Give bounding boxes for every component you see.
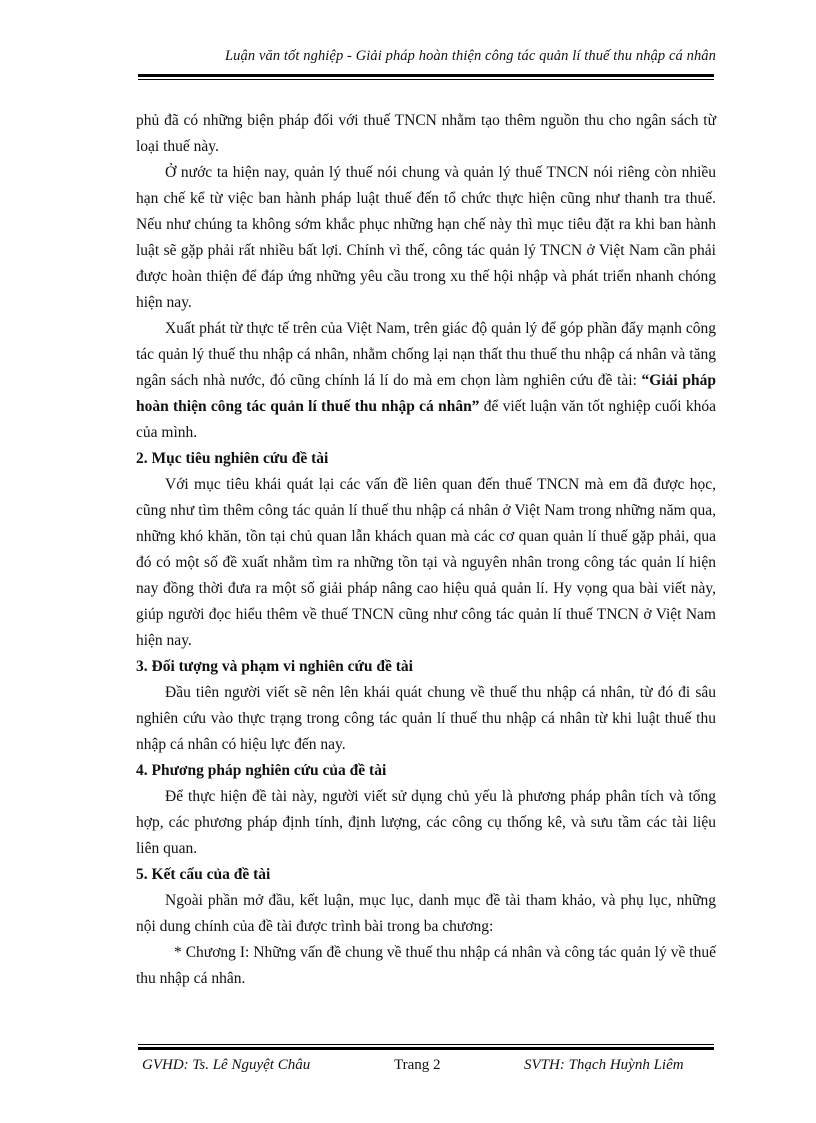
paragraph: Ngoài phần mở đầu, kết luận, mục lục, danh mục đề tài tham khảo, và phụ lục, những nội dung chính của đề tài được trình bài trong ba chương:: [136, 892, 716, 935]
section-heading-5: 5. Kết cấu của đề tài: [136, 866, 271, 883]
footer-student: SVTH: Thạch Huỳnh Liêm: [524, 1057, 684, 1073]
paragraph: Ở nước ta hiện nay, quản lý thuế nói chung và quản lý thuế TNCN nói riêng còn nhiều hạn chế kể từ việc ban hành pháp luật thuế đến tổ chức thực hiện cũng như thanh tra thuế. Nếu như chúng ta không sớm khắc phục những hạn chế này thì mục tiêu đặt ra khi ban hành luật sẽ gặp phải rất nhiều bất lợi. Chính vì thế, công tác quản lý TNCN ở Việt Nam cần phải được hoàn thiện để đáp ứng những yêu cầu trong xu thế hội nhập và phát triển nhanh chóng hiện nay.: [136, 164, 716, 311]
thesis-title: “Giải pháp hoàn thiện công tác quản lí thuế thu nhập cá nhân”: [136, 372, 717, 415]
paragraph-text: để viết luận văn tốt nghiệp cuối khóa của mình.: [136, 398, 716, 441]
paragraph: Với mục tiêu khái quát lại các vấn đề liên quan đến thuế TNCN mà em đã được học, cũng như tìm thêm công tác quản lí thuế thu nhập cá nhân ở Việt Nam trong những năm qua, những khó khăn, tồn tại chủ quan lẫn khách quan mà các cơ quan quản lí thuế gặp phải, qua đó có một số đề xuất nhằm tìm ra những tồn tại và nguyên nhân trong công tác quản lí hiện nay đồng thời đưa ra một số giải pháp nâng cao hiệu quả quản lí. Hy vọng qua bài viết này, giúp người đọc hiểu thêm về thuế TNCN cũng như công tác quản lí thuế TNCN ở Việt Nam hiện nay.: [136, 476, 716, 649]
paragraph: Đầu tiên người viết sẽ nên lên khái quát chung về thuế thu nhập cá nhân, từ đó đi sâu nghiên cứu vào thực trạng trong công tác quản lí thuế thu nhập cá nhân từ khi luật thuế thu nhập cá nhân có hiệu lực đến nay.: [136, 684, 716, 753]
footer-rule: [138, 1044, 714, 1050]
paragraph-text: Xuất phát từ thực tế trên của Việt Nam, trên giác độ quản lý để góp phần đẩy mạnh công tác quản lý thuế thu nhập cá nhân, nhằm chống lại nạn thất thu thuế thu nhập cá nhân và tăng ngân sách nhà nước, đó cũng chính lá lí do mà em chọn làm nghiên cứu đề tài:: [136, 320, 716, 389]
chapter-item: * Chương I: Những vấn đề chung về thuế thu nhập cá nhân và công tác quản lý về thuế thu nhập cá nhân.: [136, 944, 716, 987]
footer-page-number: Trang 2: [394, 1057, 441, 1073]
running-header: Luận văn tốt nghiệp - Giải pháp hoàn thiện công tác quản lí thuế thu nhập cá nhân: [225, 48, 716, 64]
footer-advisor: GVHD: Ts. Lê Nguyệt Châu: [142, 1057, 311, 1073]
paragraph-topic: [136, 316, 716, 446]
section-heading-2: 2. Mục tiêu nghiên cứu đề tài: [136, 450, 329, 467]
header-rule: [138, 74, 714, 80]
section-heading-4: 4. Phương pháp nghiên cứu của đề tài: [136, 762, 387, 779]
paragraph: Để thực hiện đề tài này, người viết sử dụng chủ yếu là phương pháp phân tích và tổng hợp, các phương pháp định tính, định lượng, các công cụ thống kê, và sưu tầm các tài liệu liên quan.: [136, 788, 716, 857]
paragraph-continuation: phủ đã có những biện pháp đối với thuế TNCN nhằm tạo thêm nguồn thu cho ngân sách từ loại thuế này.: [136, 112, 716, 155]
page-body: [136, 108, 716, 992]
section-heading-3: 3. Đối tượng và phạm vi nghiên cứu đề tài: [136, 658, 413, 675]
